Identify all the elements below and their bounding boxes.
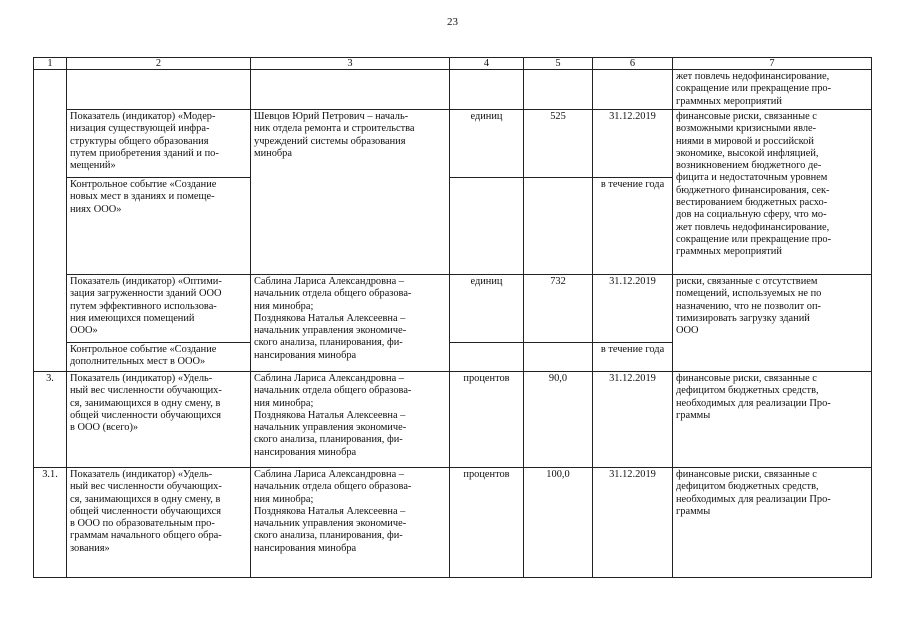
- table-row: [34, 372, 872, 468]
- responsible-cell: Саблина Лариса Александровна – начальник отдела общего образова- ния минобра; Позднякова Наталья Алексеевна – начальник управления экономиче- ского анализа, планирования, фи- нансирования минобра: [251, 275, 450, 372]
- date-cell: [593, 70, 673, 110]
- unit-cell: [450, 70, 524, 110]
- indicator-cell: Показатель (индикатор) «Удель- ный вес численности обучающих- ся, занимающихся в одну смену, в общей численности обучающихся в ООО (всего)»: [67, 372, 251, 468]
- indicator-cell: Показатель (индикатор) «Удель- ный вес численности обучающих- ся, занимающихся в одну смену, в общей численности обучающихся в ООО по образовательным про- граммам начального общего обра- зования»: [67, 468, 251, 578]
- responsible-cell: Саблина Лариса Александровна – начальник отдела общего образова- ния минобра; Позднякова Наталья Алексеевна – начальник управления экономиче- ского анализа, планирования, фи- нансирования минобра: [251, 372, 450, 468]
- unit-cell: процентов: [450, 468, 524, 578]
- responsible-cell: [251, 70, 450, 110]
- control-event-cell: Контрольное событие «Создание новых мест в зданиях и помеще- ниях ООО»: [67, 178, 251, 275]
- event-date-cell: в течение года: [593, 178, 673, 275]
- header-row: [34, 58, 872, 70]
- responsible-cell: Шевцов Юрий Петрович – началь- ник отдела ремонта и строительства учреждений системы образования минобра: [251, 110, 450, 275]
- header-cell: 4: [450, 58, 524, 70]
- indicator-cell: Показатель (индикатор) «Оптими- зация загруженности зданий ООО путем эффективного использова- ния имеющихся помещений ООО»: [67, 275, 251, 343]
- header-cell: 5: [524, 58, 593, 70]
- risk-cell: финансовые риски, связанные с дефицитом бюджетных средств, необходимых для реализации Про- граммы: [673, 468, 872, 578]
- date-cell: 31.12.2019: [593, 275, 673, 343]
- header-cell: 6: [593, 58, 673, 70]
- row-number-cell: [34, 70, 67, 372]
- date-cell: 31.12.2019: [593, 110, 673, 178]
- header-cell: 1: [34, 58, 67, 70]
- value-cell: 90,0: [524, 372, 593, 468]
- unit-cell: процентов: [450, 372, 524, 468]
- risk-cell: финансовые риски, связанные с возможными кризисными явле- ниями в мировой и российской экономике, высокой инфляцией, возникновением бюджетного де- фицита и недостаточным уровнем бюджетного финансирования, сек- вестированием бюджетных расхо- дов на социальную сферу, что мо- жет повлечь недофинансирование, сокращение или прекращение про- граммных мероприятий: [673, 110, 872, 275]
- table-row: [34, 70, 872, 110]
- row-number-cell: 3.: [34, 372, 67, 468]
- value-cell: [524, 343, 593, 372]
- table-row: [34, 468, 872, 578]
- table-row: [34, 275, 872, 343]
- value-cell: 732: [524, 275, 593, 343]
- value-cell: [524, 70, 593, 110]
- header-cell: 3: [251, 58, 450, 70]
- unit-cell: единиц: [450, 275, 524, 343]
- risk-cell: финансовые риски, связанные с дефицитом бюджетных средств, необходимых для реализации Про- граммы: [673, 372, 872, 468]
- unit-cell: единиц: [450, 110, 524, 178]
- risk-cell: риски, связанные с отсутствием помещений, используемых не по назначению, что не позволит оп- тимизировать загрузку зданий ООО: [673, 275, 872, 372]
- event-date-cell: в течение года: [593, 343, 673, 372]
- value-cell: 525: [524, 110, 593, 178]
- header-cell: 7: [673, 58, 872, 70]
- unit-cell: [450, 343, 524, 372]
- value-cell: 100,0: [524, 468, 593, 578]
- indicator-cell: Показатель (индикатор) «Модер- низация существующей инфра- структуры общего образования путем приобретения зданий и по- мещений»: [67, 110, 251, 178]
- indicator-cell: [67, 70, 251, 110]
- row-number-cell: 3.1.: [34, 468, 67, 578]
- date-cell: 31.12.2019: [593, 372, 673, 468]
- program-table: [33, 57, 872, 578]
- value-cell: [524, 178, 593, 275]
- page-number: 23: [447, 16, 458, 28]
- unit-cell: [450, 178, 524, 275]
- date-cell: 31.12.2019: [593, 468, 673, 578]
- control-event-cell: Контрольное событие «Создание дополнительных мест в ООО»: [67, 343, 251, 372]
- risk-cell: жет повлечь недофинансирование, сокращение или прекращение про- граммных мероприятий: [673, 70, 872, 110]
- header-cell: 2: [67, 58, 251, 70]
- responsible-cell: Саблина Лариса Александровна – начальник отдела общего образова- ния минобра; Позднякова Наталья Алексеевна – начальник управления экономиче- ского анализа, планирования, фи- нансирования минобра: [251, 468, 450, 578]
- table-row: [34, 110, 872, 178]
